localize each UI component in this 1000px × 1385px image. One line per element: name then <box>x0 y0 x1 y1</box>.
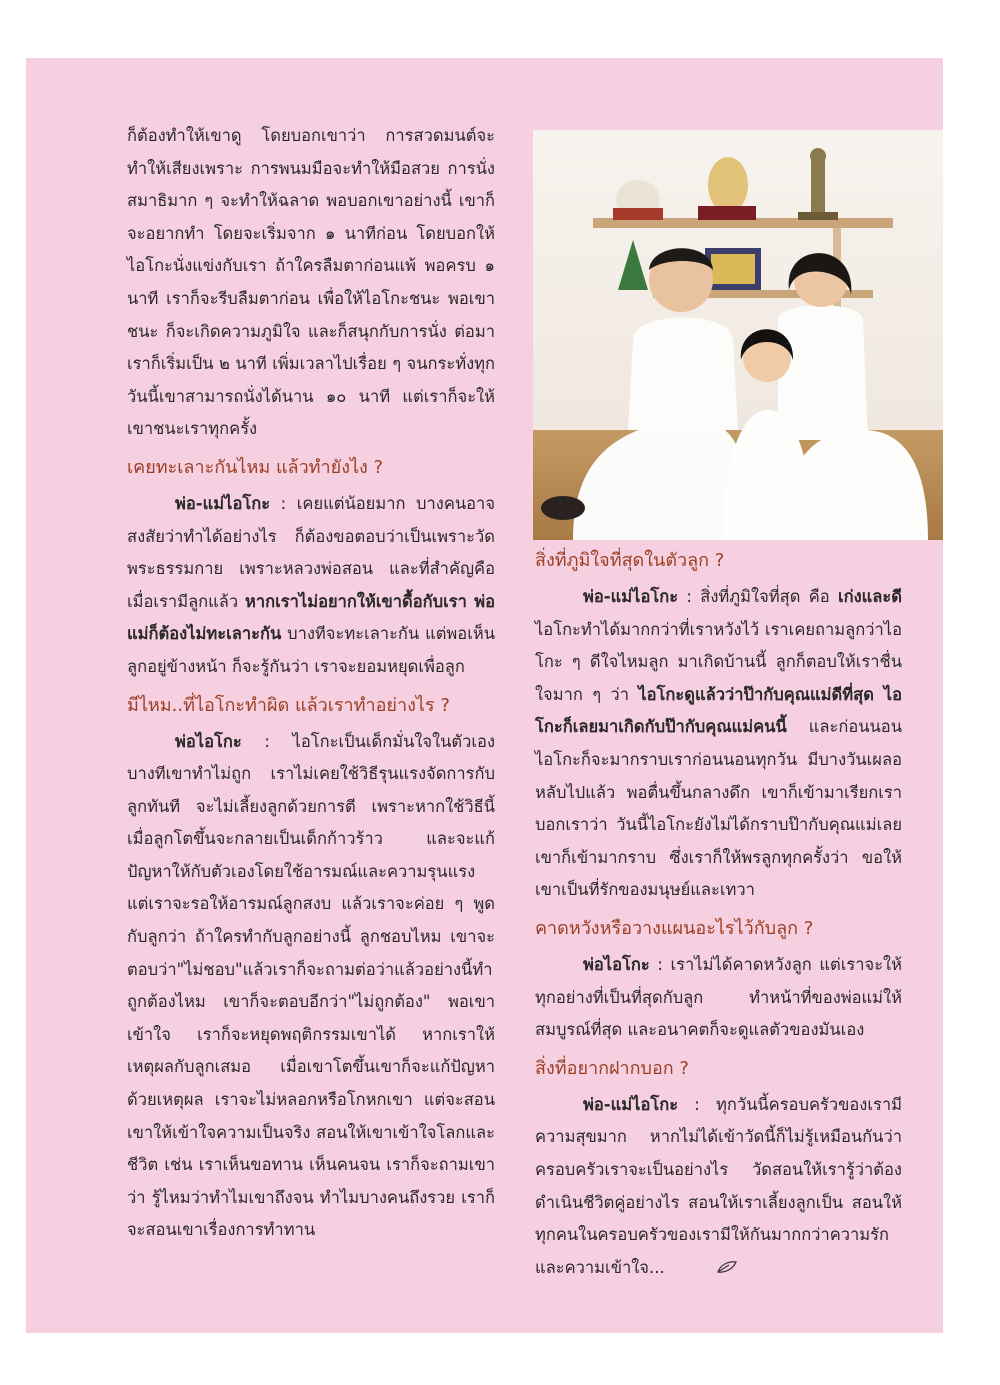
answer-text: : ทุกวันนี้ครอบครัวของเรามีความสุขมาก หากไม่ได้เข้าวัดนี้ก็ไม่รู้เหมือนกันว่าครอบครัวเราจะเป็นอย่างไร วัดสอนให้เรารู้ว่าต้องดำเนินชีวิตคู่อย่างไร สอนให้เราเลี้ยงลูกเป็น สอนให้ทุกคนในครอบครัวของเรามีให้กันมากกว่าความรักและความเข้าใจ... <box>535 1094 902 1277</box>
answer-text: : ไอโกะเป็นเด็กมั่นใจในตัวเอง บางทีเขาทำไม่ถูก เราไม่เคยใช้วิธีรุนแรงจัดการกับลูกทันที จะไม่เลี้ยงลูกด้วยการตี เพราะหากใช้วิธีนี้ เมื่อลูกโตขึ้นจะกลายเป็นเด็กก้าวร้าว และจะแก้ปัญหาให้กับตัวเองโดยใช้อารมณ์และความรุนแรง แต่เราจะรอให้อารมณ์ลูกสงบ แล้วเราจะค่อย ๆ พูดกับลูกว่า ถ้าใครทำกับลูกอย่างนี้ ลูกชอบไหม เขาจะตอบว่า"ไม่ชอบ"แล้วเราก็จะถามต่อว่าแล้วอย่างนี้ทำถูกต้องไหม เขาก็จะตอบอีกว่า"ไม่ถูกต้อง" พอเขาเข้าใจ เราก็จะหยุดพฤติกรรมเขาได้ หากเราให้เหตุผลกับลูกเสมอ เมื่อเขาโตขึ้นเขาก็จะแก้ปัญหาด้วยเหตุผล เราจะไม่หลอกหรือโกหกเขา แต่จะสอนเขาให้เข้าใจความเป็นจริง สอนให้เขาเข้าใจโลกและชีวิต เช่น เราเห็นขอทาน เห็นคนจน เราก็จะถามเขาว่า รู้ไหมว่าทำไมเขาถึงจน ทำไมบางคนถึงรวย เราก็จะสอนเขาเรื่องการทำทาน <box>127 731 495 1240</box>
answer-expectation <box>535 949 902 1047</box>
question-mistake: มีไหม..ที่ไอโกะทำผิด แล้วเราทำอย่างไร ? <box>127 694 450 716</box>
answer-proud <box>535 581 902 907</box>
family-photo <box>533 130 943 540</box>
answer-text: : เคยแต่น้อยมาก บางคนอาจสงสัยว่าทำได้อย่างไร ก็ต้องขอตอบว่าเป็นเพราะวัดพระธรรมกาย เพราะหลวงพ่อสอน และที่สำคัญคือ เมื่อเรามีลูกแล้ว <box>127 493 495 611</box>
answer-emphasis: เก่งและดี <box>837 587 902 606</box>
question-quarrel: เคยทะเลาะกันไหม แล้วทำยังไง ? <box>127 456 384 478</box>
answer-mistake <box>127 726 495 1248</box>
speaker-father: พ่อไอโกะ <box>583 954 650 974</box>
paragraph-intro: ก็ต้องทำให้เขาดู โดยบอกเขาว่า การสวดมนต์จะทำให้เสียงเพราะ การพนมมือจะทำให้มือสวย การนั่งสมาธิมาก ๆ จะทำให้ฉลาด พอบอกเขาอย่างนี้ เขาก็จะอยากทำ โดยจะเริ่มจาก ๑ นาทีก่อน โดยบอกให้ไอโกะนั่งแข่งกับเรา ถ้าใครลืมตาก่อนแพ้ พอครบ ๑ นาที เราก็จะรีบลืมตาก่อน เพื่อให้ไอโกะชนะ พอเขาชนะ ก็จะเกิดความภูมิใจ และก็สนุกกับการนั่ง ต่อมาเราก็เริ่มเป็น ๒ นาที เพิ่มเวลาไปเรื่อย ๆ จนกระทั่งทุกวันนี้เขาสามารถนั่งได้นาน ๑๐ นาที แต่เราก็จะให้เขาชนะเราทุกครั้ง <box>127 126 495 439</box>
family-photo-illustration <box>533 130 943 540</box>
answer-text: : สิ่งที่ภูมิใจที่สุด คือ <box>678 587 838 606</box>
speaker-parents: พ่อ-แม่ไอโกะ <box>583 587 679 606</box>
question-message: สิ่งที่อยากฝากบอก ? <box>535 1057 689 1079</box>
answer-text: บางทีจะทะเลาะกัน แต่พอเห็นลูกอยู่ข้างหน้า ก็จะรู้กันว่า เราจะยอมหยุดเพื่อลูก <box>127 624 495 676</box>
question-proud: สิ่งที่ภูมิใจที่สุดในตัวลูก ? <box>535 550 725 571</box>
speaker-parents: พ่อ-แม่ไอโกะ <box>583 1094 679 1114</box>
answer-message <box>535 1089 902 1285</box>
speaker-parents: พ่อ-แม่ไอโกะ <box>175 493 271 513</box>
left-text-column <box>127 120 495 1247</box>
answer-text: และก่อนนอนไอโกะก็จะมากราบเราก่อนนอนทุกวัน มีบางวันเผลอหลับไปแล้ว พอตื่นขึ้นกลางดึก เขาก็เข้ามาเรียกเราบอกเราว่า วันนี้ไอโกะยังไม่ได้กราบป๊ากับคุณแม่เลย เขาก็เข้ามากราบ ซึ่งเราก็ให้พรลูกทุกครั้งว่า ขอให้เขาเป็นที่รักของมนุษย์และเทวา <box>535 717 902 900</box>
answer-text: : เราไม่ได้คาดหวังลูก แต่เราจะให้ทุกอย่างที่เป็นที่สุดกับลูก ทำหน้าที่ของพ่อแม่ให้สมบูรณ์ที่สุด และอนาคตก็จะดูแลตัวของมันเอง <box>535 954 902 1040</box>
answer-emphasis: หากเราไม่อยากให้เขาดื้อกับเรา พ่อแม่ก็ต้องไม่ทะเลาะกัน <box>127 591 495 644</box>
leaf-icon <box>669 1252 737 1285</box>
right-text-column <box>535 545 902 1284</box>
answer-text: ไอโกะทำได้มากกว่าที่เราหวังไว้ เราเคยถามลูกว่าไอโกะ ๆ ดีใจไหมลูก มาเกิดบ้านนี้ ลูกก็ตอบให้เราชื่นใจมาก ๆ ว่า <box>535 619 902 704</box>
speaker-father: พ่อไอโกะ <box>175 731 242 751</box>
answer-quarrel <box>127 488 495 684</box>
answer-emphasis: ไอโกะดูแล้วว่าป๊ากับคุณแม่ดีที่สุด ไอโกะก็เลยมาเกิดกับป๊ากับคุณแม่คนนี้ <box>535 684 902 737</box>
question-expectation: คาดหวังหรือวางแผนอะไรไว้กับลูก ? <box>535 917 814 939</box>
